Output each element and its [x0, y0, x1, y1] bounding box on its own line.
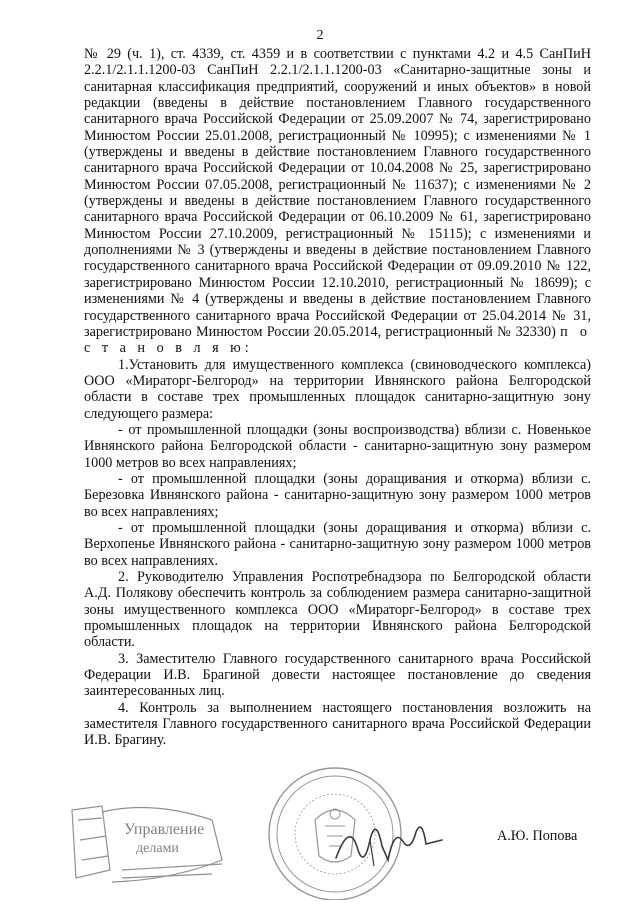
signature	[330, 810, 450, 880]
document-body	[84, 46, 591, 749]
preamble-paragraph	[84, 46, 591, 357]
stamp-line-1: Управление	[124, 821, 205, 838]
stamp-line-2: делами	[136, 841, 179, 856]
item-1-intro: 1.Установить для имущественного комплекса (свиноводческого комплекса) ООО «Мираторг-Белгород» на территории Ивнянского района Белгородской области в составе трех промышленных площадок санитарно-защитную зону следующего размера:	[84, 356, 591, 422]
item-4: 4. Контроль за выполнением настоящего постановления возложить на заместителя Главного государственного санитарного врача Российской Федерации И.В. Брагину.	[84, 699, 591, 749]
item-1-subitem-1: - от промышленной площадки (зоны воспроизводства) вблизи с. Новенькое Ивнянского района Белгородской области - санитарно-защитную зону размером 1000 метров во всех направлениях;	[84, 421, 591, 471]
item-2: 2. Руководителю Управления Роспотребнадзора по Белгородской области А.Д. Полякову обеспечить контроль за соблюдением размера санитарно-защитной зоны имущественного комплекса ООО «Мираторг-Белгород» в составе трех промышленных площадок на территории Ивнянского района Белгородской области.	[84, 569, 591, 651]
item-1-subitem-3: - от промышленной площадки (зоны доращивания и откорма) вблизи с. Верхопенье Ивнянского района - санитарно-защитную зону размером 1000 метров во всех направлениях.	[84, 519, 591, 569]
preamble-text: № 29 (ч. 1), ст. 4339, ст. 4359 и в соответствии с пунктами 4.2 и 4.5 СанПиН 2.2.1/2.1.1.1200-03 СанПиН 2.2.1/2.1.1.1200-03 «Санитарно-защитные зоны и санитарная классификация предприятий, сооружений и иных объектов» в новой редакции (введены в действие постановлением Главного государственного санитарного врача Российской Федерации от 25.09.2007 № 74, зарегистрировано Минюстом России 25.01.2008, регистрационный № 10995); с изменениями № 1 (утверждены и введены в действие постановлением Главного государственного санитарного врача Российской Федерации от 10.04.2008 № 25, зарегистрировано Минюстом России 07.05.2008, регистрационный № 11637); с изменениями № 2 (утверждены и введены в действие постановлением Главного государственного санитарного врача Российской Федерации от 06.10.2009 № 61, зарегистрировано Минюстом России 27.10.2009, регистрационный № 15115); с изменениями и дополнениями № 3 (утверждены и введены в действие постановлением Главного государственного санитарного врача Российской Федерации от 09.09.2010 № 122, зарегистрировано Минюстом России 12.10.2010, регистрационный № 18699); с изменениями № 4 (утверждены и введены в действие постановлением Главного государственного санитарного врача Российской Федерации от 25.04.2014 № 31, зарегистрировано Минюстом России 20.05.2014, регистрационный № 32330)	[84, 46, 591, 340]
page-number: 2	[316, 28, 324, 43]
item-1-subitem-2: - от промышленной площадки (зоны доращивания и откорма) вблизи с. Березовка Ивнянского района - санитарно-защитную зону размером 1000 метров во всех направлениях;	[84, 470, 591, 520]
postanovlyayu-text: п о с т а н о в л я ю:	[84, 323, 592, 357]
signer-name: А.Ю. Попова	[497, 828, 578, 844]
office-stamp	[62, 800, 242, 890]
item-3: 3. Заместителю Главного государственного санитарного врача Российской Федерации И.В. Брагиной довести настоящее постановление до сведения заинтересованных лиц.	[84, 650, 591, 700]
